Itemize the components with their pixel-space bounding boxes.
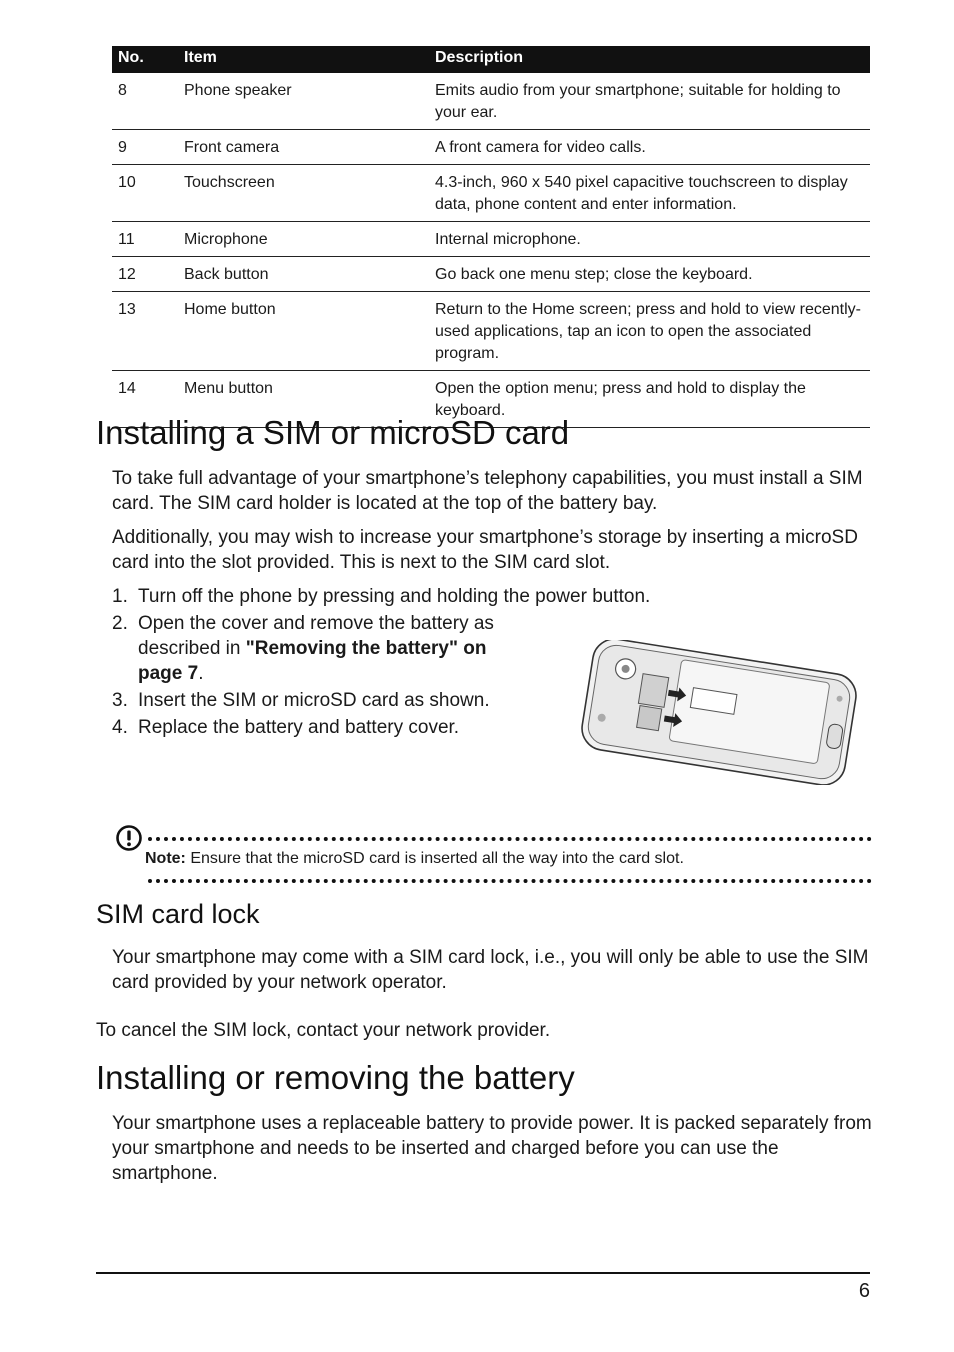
paragraph: Additionally, you may wish to increase your smartphone’s storage by inserting a microSD card into the slot provided. This is next to the SIM card slot. xyxy=(112,527,858,573)
row-description: Internal microphone. xyxy=(429,222,870,257)
step-text: Open the cover and remove the battery as described in xyxy=(138,613,494,659)
header-description: Description xyxy=(429,46,870,73)
table-row xyxy=(112,222,870,257)
note-box xyxy=(112,826,872,886)
list-item xyxy=(112,611,522,686)
spec-table xyxy=(112,46,870,428)
note-bottom-divider xyxy=(148,879,872,883)
row-description: Go back one menu step; close the keyboard. xyxy=(429,257,870,292)
row-description: A front camera for video calls. xyxy=(429,130,870,165)
steps-list xyxy=(112,584,651,742)
list-item xyxy=(112,584,738,609)
row-no: 12 xyxy=(112,257,178,292)
row-no: 11 xyxy=(112,222,178,257)
section-title-sim-lock: SIM card lock xyxy=(96,899,260,929)
table-row xyxy=(112,257,870,292)
section-title-battery: Installing or removing the battery xyxy=(96,1059,575,1096)
row-no: 8 xyxy=(112,73,178,130)
row-item: Home button xyxy=(178,292,429,371)
row-no: 14 xyxy=(112,371,178,428)
row-item: Touchscreen xyxy=(178,165,429,222)
table-row xyxy=(112,292,870,371)
step-text: Insert the SIM or microSD card as shown. xyxy=(138,690,490,711)
row-no: 13 xyxy=(112,292,178,371)
step-number: 1. xyxy=(112,586,128,607)
row-description: Open the option menu; press and hold to display the keyboard. xyxy=(429,371,870,428)
step-text: Turn off the phone by pressing and holding the power button. xyxy=(138,586,651,607)
list-item xyxy=(112,688,558,713)
note-top-divider xyxy=(148,837,872,841)
row-item: Microphone xyxy=(178,222,429,257)
section-title-sim: Installing a SIM or microSD card xyxy=(96,414,570,451)
step-number: 3. xyxy=(112,690,128,711)
paragraph: To take full advantage of your smartphone’s telephony capabilities, you must install a SIM card. The SIM card holder is located at the top of the battery bay. xyxy=(112,468,863,514)
paragraph: To cancel the SIM lock, contact your network provider. xyxy=(96,1020,551,1041)
table-row xyxy=(112,130,870,165)
step-number: 4. xyxy=(112,717,128,738)
paragraph: Your smartphone may come with a SIM card lock, i.e., you will only be able to use the SIM card provided by your network operator. xyxy=(112,947,869,993)
row-item: Back button xyxy=(178,257,429,292)
step-number: 2. xyxy=(112,613,128,634)
warning-exclamation-icon xyxy=(115,824,143,852)
row-description: Emits audio from your smartphone; suitable for holding to your ear. xyxy=(429,73,870,130)
step-text-end: . xyxy=(198,663,204,684)
row-no: 9 xyxy=(112,130,178,165)
cross-reference-link[interactable]: "Removing the battery" on page 7 xyxy=(138,638,487,684)
row-item: Front camera xyxy=(178,130,429,165)
list-item xyxy=(112,715,558,740)
row-no: 10 xyxy=(112,165,178,222)
footer-divider xyxy=(96,1272,870,1274)
table-row xyxy=(112,73,870,130)
row-description: 4.3-inch, 960 x 540 pixel capacitive touchscreen to display data, phone content and enter information. xyxy=(429,165,870,222)
paragraph: Your smartphone uses a replaceable battery to provide power. It is packed separately from your smartphone and needs to be inserted and charged before you can use the smartphone. xyxy=(112,1113,872,1184)
phone-sim-illustration xyxy=(574,640,864,785)
table-row xyxy=(112,165,870,222)
note-text xyxy=(145,850,684,868)
note-label: Note: xyxy=(145,850,186,867)
row-description: Return to the Home screen; press and hold to view recently-used applications, tap an icon to open the associated program. xyxy=(429,292,870,371)
note-body: Ensure that the microSD card is inserted all the way into the card slot. xyxy=(185,850,684,867)
table-header-row xyxy=(112,46,870,73)
step-text: Replace the battery and battery cover. xyxy=(138,717,460,738)
header-item: Item xyxy=(178,46,429,73)
page-number: 6 xyxy=(858,1280,870,1302)
header-no: No. xyxy=(112,46,178,73)
row-item: Menu button xyxy=(178,371,429,428)
row-item: Phone speaker xyxy=(178,73,429,130)
